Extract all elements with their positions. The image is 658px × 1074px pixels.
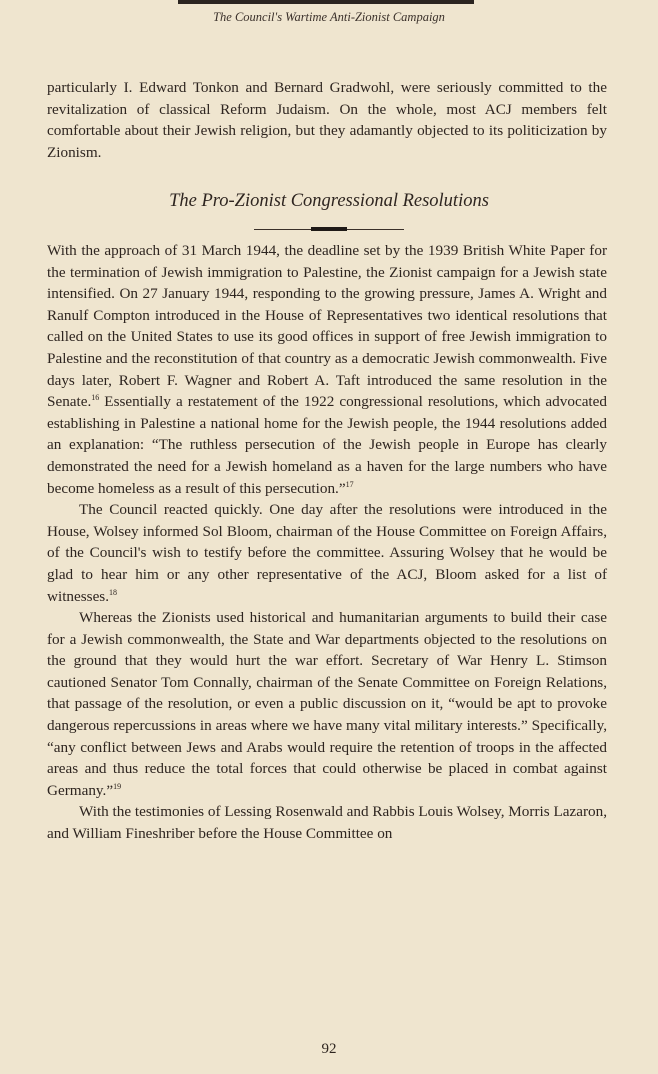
running-head: The Council's Wartime Anti-Zionist Campaign [213, 10, 445, 24]
section-title: The Pro-Zionist Congressional Resolutions [169, 191, 489, 211]
section-divider-bar [311, 227, 347, 231]
footnote-ref-16: 16 [91, 393, 100, 403]
paragraph-2-text: The Council reacted quickly. One day after the resolutions were introduced in the House, Wolsey informed Sol Bloom, chairman of the House Committee on Foreign Affairs, of the Council's wish to testify before the committee. Assuring Wolsey that he would be glad to hear him or any other representative of the ACJ, Bloom asked for a list of witnesses. [47, 501, 607, 605]
paragraph-2 [47, 499, 607, 607]
paragraph-1-text: With the approach of 31 March 1944, the deadline set by the 1939 British White Paper for the termination of Jewish immigration to Palestine, the Zionist campaign for a Jewish state intensified. On 27 January 1944, responding to the growing pressure, James A. Wright and Ranulf Compton introduced in the House of Representatives two identical resolutions that called on the United States to use its good offices in support of free Jewish immigration to Palestine and the reconstitution of that country as a democratic Jewish commonwealth. Five days later, Robert F. Wagner and Robert A. Taft introduced the same resolution in the Senate. [47, 242, 607, 411]
footnote-ref-17: 17 [345, 479, 354, 489]
paragraph-1 [47, 240, 607, 499]
top-rule [178, 0, 474, 4]
body-text [47, 240, 607, 845]
footnote-ref-19: 19 [113, 781, 122, 791]
intro-paragraph: particularly I. Edward Tonkon and Bernard Gradwohl, were seriously committed to the revitalization of classical Reform Judaism. On the whole, most ACJ members felt comfortable about their Jewish religion, but they adamantly objected to its politicization by Zionism. [47, 79, 607, 161]
page-number: 92 [321, 1041, 337, 1057]
paragraph-1-text-b: Essentially a restatement of the 1922 congressional resolutions, which advocated establishing in Palestine a national home for the Jewish people, the 1944 resolutions added an explanation: “The ruthless persecution of the Jewish people in Europe has clearly demonstrated the need for a Jewish homeland as a haven for the large numbers who have become homeless as a result of this persecution.” [47, 393, 607, 497]
paragraph-4 [47, 801, 607, 844]
paragraph-3-text: Whereas the Zionists used historical and humanitarian arguments to build their case for a Jewish commonwealth, the State and War departments objected to the resolutions on the ground that they would hurt the war effort. Secretary of War Henry L. Stimson cautioned Senator Tom Connally, chairman of the Senate Committee on Foreign Relations, that passage of the resolution, or even a public discussion on it, “would be apt to provoke dangerous repercussions in areas where we have many vital military interests.” Specifically, “any conflict between Jews and Arabs would require the retention of troops in the affected areas and thus reduce the total forces that could otherwise be placed in combat against Germany.” [47, 609, 607, 799]
paragraph-4-text: With the testimonies of Lessing Rosenwald and Rabbis Louis Wolsey, Morris Lazaron, and William Fineshriber before the House Committee on [47, 803, 607, 843]
footnote-ref-18: 18 [109, 587, 118, 597]
paragraph-3 [47, 607, 607, 801]
intro-paragraph-block [47, 77, 607, 163]
